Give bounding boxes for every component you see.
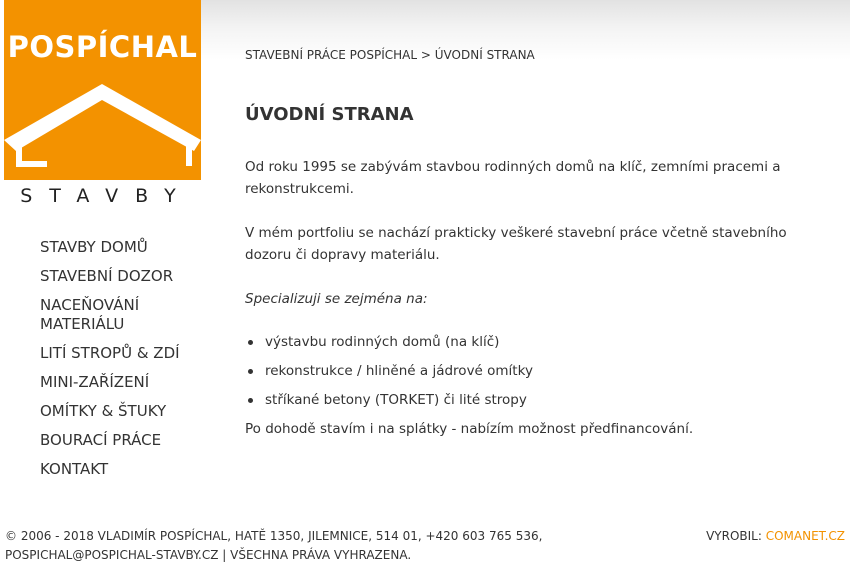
footer-line2 xyxy=(5,546,565,565)
portfolio-paragraph: V mém portfoliu se nachází prakticky veškeré stavební práce včetně stavebního dozoru či dopravy materiálu. xyxy=(245,225,787,263)
page-title: ÚVODNÍ STRANA xyxy=(245,104,414,125)
made-by-link[interactable]: COMANET.CZ xyxy=(765,529,845,543)
logo-subtitle: STAVBY xyxy=(20,185,193,207)
list-item xyxy=(245,331,835,353)
list-item-text: rekonstrukce / hliněné a jádrové omítky xyxy=(265,363,533,379)
bullet-icon xyxy=(248,340,253,345)
sidebar-item-omitky-stuky[interactable]: OMÍTKY & ŠTUKY xyxy=(40,402,167,420)
sidebar-item-stavby-domu[interactable]: STAVBY DOMŮ xyxy=(40,238,148,256)
main-content xyxy=(245,44,835,440)
financing-paragraph: Po dohodě stavím i na splátky - nabízím možnost předfinancování. xyxy=(245,421,694,437)
footer-email-link[interactable]: POSPICHAL@POSPICHAL-STAVBY.CZ xyxy=(5,548,219,562)
footer-rights: VŠECHNA PRÁVA VYHRAZENA. xyxy=(230,548,412,562)
bullet-icon xyxy=(248,398,253,403)
sidebar-item-mini-zarizeni[interactable]: MINI-ZAŘÍZENÍ xyxy=(40,373,150,391)
breadcrumb-separator: > xyxy=(420,48,431,62)
bullet-icon xyxy=(248,369,253,374)
footer-separator: | xyxy=(222,548,227,562)
breadcrumb-current: ÚVODNÍ STRANA xyxy=(434,48,535,62)
made-by-label: VYROBIL: xyxy=(706,529,762,543)
list-item-text: výstavbu rodinných domů (na klíč) xyxy=(265,334,500,350)
intro-paragraph: Od roku 1995 se zabývám stavbou rodinných domů na klíč, zemními pracemi a rekonstrukcemi. xyxy=(245,159,781,197)
sidebar-item-stavebni-dozor[interactable]: STAVEBNÍ DOZOR xyxy=(40,267,174,285)
list-item xyxy=(245,389,835,411)
breadcrumb xyxy=(245,44,835,66)
sidebar-item-kontakt[interactable]: KONTAKT xyxy=(40,460,109,478)
logo-title: POSPÍCHAL xyxy=(7,30,198,64)
breadcrumb-home-link[interactable]: STAVEBNÍ PRÁCE POSPÍCHAL xyxy=(245,48,418,62)
list-item xyxy=(245,360,835,382)
list-item-text: stříkané betony (TORKET) či lité stropy xyxy=(265,392,527,408)
footer-contact xyxy=(5,527,565,565)
sidebar-nav xyxy=(40,238,200,489)
footer-copyright: © 2006 - 2018 VLADIMÍR POSPÍCHAL, HATĚ 1350, JILEMNICE, 514 01, +420 603 765 536, xyxy=(5,529,543,543)
sidebar-item-bouraci-prace[interactable]: BOURACÍ PRÁCE xyxy=(40,431,162,449)
house-roof-icon xyxy=(4,80,201,180)
site-logo[interactable] xyxy=(4,0,201,207)
sidebar-item-liti-stropu[interactable]: LITÍ STROPŮ & ZDÍ xyxy=(40,344,180,362)
sidebar-item-nacenovani-materialu[interactable]: NACEŇOVÁNÍ MATERIÁLU xyxy=(40,296,140,333)
footer-credits xyxy=(706,527,845,546)
specialization-list xyxy=(245,331,835,411)
specialization-intro: Specializuji se zejména na: xyxy=(245,291,428,307)
